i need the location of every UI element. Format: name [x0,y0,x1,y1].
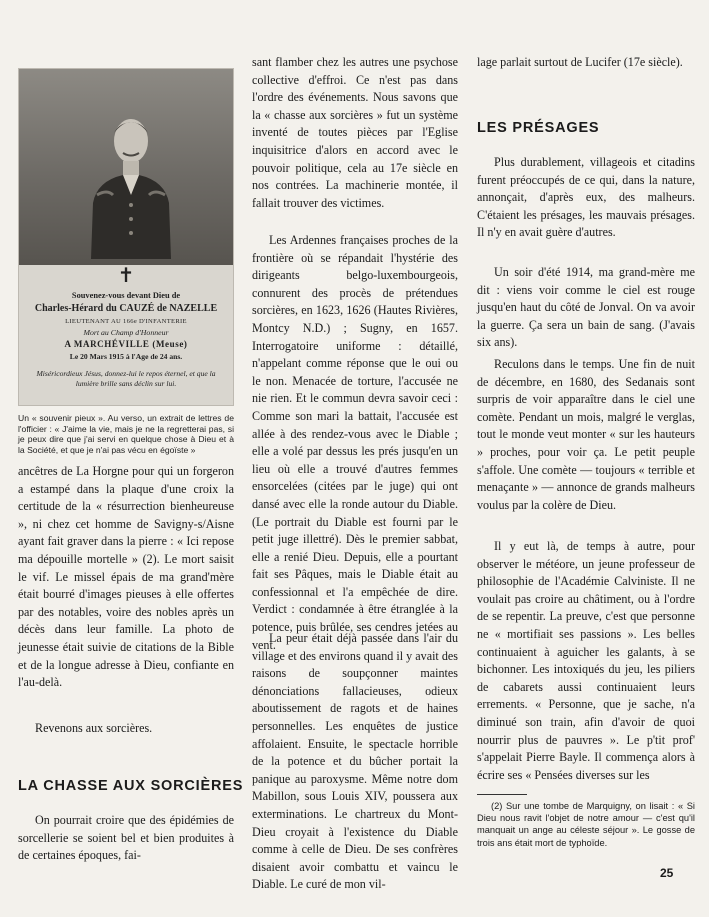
photo-caption: Un « souvenir pieux ». Au verso, un extrait de lettres de l'officier : « J'aime la vie, mais je ne la regretterai pas, si je peux dire que j'ai servi en quelque chose à Dieu et à la Société, et que je n'ai pas vécu en égoïste » [18,413,234,455]
col3-paragraph-2: Plus durablement, villageois et citadins furent préoccupés de ce qui, dans la nature, annonçait, d'après eux, des malheurs. C'étaient les présages, les mauvais présages. Il n'y en avait guère d'autres. [477,155,695,240]
officer-portrait-icon [83,103,179,259]
col2-paragraph-3: La peur était déjà passée dans l'air du village et des environs quand il y avait des raisons de soupçonner maintes dénonciations fallacieuses, odieux aboutissement de ragots et de haines personnelles. Les enquêtes de justice affolaient. Ensuite, le spectacle horrible de la potence et du bûcher portait la panique au paroxysme. Même notre dom Mabillon, sous Louis XIV, poussera aux exterminations. Le chartreux du Mont-Dieu croyait à l'existence du Diable comme à celle de Dieu. De ses confrères disaient avoir combattu et vaincu le Diable. Le curé de mon vil- [252,631,458,892]
col3-paragraph-5: Il y eut là, de temps à autre, pour observer le météore, un jeune professeur de philosophie de l'Académie Calviniste. Il ne voulait pas croire au châtiment, ou à l'ordre de se repentir. La preuve, c'est que personne ne « mortifiait ses passions ». Les belles continuaient à aguicher les galants, à se bichonner. Les intoxiqués du jeu, les piliers de cabarets aussi continuaient leurs errements. « Personne, que je sache, n'a diminué son train, afin d'avoir de quoi nourrir plus de pauvres ». Le p'tit prof' s'appelait Pierre Bayle. Il commença alors à écrire ses « Pensées diverses sur les [477,539,695,782]
card-date: Le 20 Mars 1915 à l'Age de 24 ans. [69,352,183,361]
memorial-card-photo [18,68,234,406]
col1-paragraph-2: Revenons aux sorcières. [35,721,153,735]
footnote: (2) Sur une tombe de Marquigny, on lisait : « Si Dieu nous ravit l'objet de notre amour — c'est qu'il manquait un ange au céleste séjour ». Le gosse de trois ans était mort de typhoïde. [477,801,695,848]
section-heading-presages: LES PRÉSAGES [477,120,600,136]
col1-paragraph-3: On pourrait croire que des épidémies de sorcellerie se soient bel et bien produites à de certaines époques, fai- [18,813,234,863]
col3-paragraph-3: Un soir d'été 1914, ma grand-mère me dit : viens voir comme le ciel est rouge jusqu'en haut du côté de Jonval. On va avoir la guerre. Ça sera un bain de sang. (J'avais six ans). [477,265,695,350]
cross-icon: ✝ [117,265,135,287]
col2-paragraph-1: sant flamber chez les autres une psychose collective d'effroi. Ce n'est pas dans l'ordre des événements. Nous savons que la « chasse aux sorcières » fut un système inventé de toutes pièces par l'Eglise inquisitrice d'alors en accord avec le pouvoir politique, cela au 17e siècle en nos contrées. La machinerie montée, il fallait trouver des victimes. [252,55,458,210]
col3-paragraph-1: lage parlait surtout de Lucifer (17e siècle). [477,55,683,69]
card-mort: Mort au Champ d'Honneur [83,328,169,337]
page-number: 25 [660,866,674,880]
card-rank: LIEUTENANT AU 166e D'INFANTERIE [65,318,187,325]
col3-paragraph-4: Reculons dans le temps. Une fin de nuit de décembre, en 1680, des Sedanais sont surpris de voir apparaître dans le ciel une comète. Pendant un mois, malgré le verglas, tout le monde veut monter « sur les hauteurs » proches, pour voir ça. Le petit peuple s'affole. Une comète — toujours « terrible et menaçante » — annonce de grands malheurs voulus par la colère de Dieu. [477,357,695,512]
card-name: Charles-Hérard du CAUZÉ de NAZELLE [34,303,218,314]
card-place: A MARCHÉVILLE (Meuse) [64,339,188,349]
footnote-divider [477,794,527,795]
section-heading-chasse: LA CHASSE AUX SORCIÈRES [18,778,244,794]
col2-paragraph-2: Les Ardennes françaises proches de la frontière où se répandait l'hystérie des dirigeants belgo-luxembourgeois, connurent des procès de prétendues sorcières, en 1623, 1626 (Hautes Rivières, Montcy N.D.) ; Sugny, en 1657. Interrogatoire uniforme : détaillé, n'appelant comme réponse que le oui ou le non. Menacée de torture, l'accusée ne nie rien. Et le commun devra savoir ceci : Comme son mari la battait, l'accusée est allée à des rendez-vous avec le Diable ; elle a volé par dessus les prés jusqu'en un lieu où elle a trouvé d'autres femmes ensorcelées (citées par le juge) qui ont dansé avec elle la ronde autour du Diable. (Le portrait du Diable est fourni par le petit juge illettré). Dès le premier sabbat, elle a renié Dieu. Depuis, elle a pourtant fait ses Pâques, mais le Diable était au confessionnal et l'a empêchée de dire. Verdict : condamnée à être étranglée à la potence, puis brûlée, ses cendres jetées au vent. [252,233,458,652]
card-prayer: Miséricordieux Jésus, donnez-lui le repos éternel, et que la lumière brille sans déclin sur lui. [36,369,216,388]
card-heading: Souvenez-vous devant Dieu de [71,291,181,300]
col1-paragraph-1: ancêtres de La Horgne pour qui un forgeron a estampé dans la plaque d'une croix la certitude de la « résurrection bienheureuse », ni chez cet homme de Savigny-s/Aisne ayant fait graver dans la pierre : « Ici repose ma dépouille mortelle » (2). Le mort saisit le vif. Le missel épais de ma grand'mère était bourré d'images pieuses à elle offertes par des notables, voire des nobles après un décès dans leur famille. La photo de jeunesse était suivie de citations de la Bible et de la longue adresse à Dieu, confiante en l'au-delà. [18,464,234,690]
